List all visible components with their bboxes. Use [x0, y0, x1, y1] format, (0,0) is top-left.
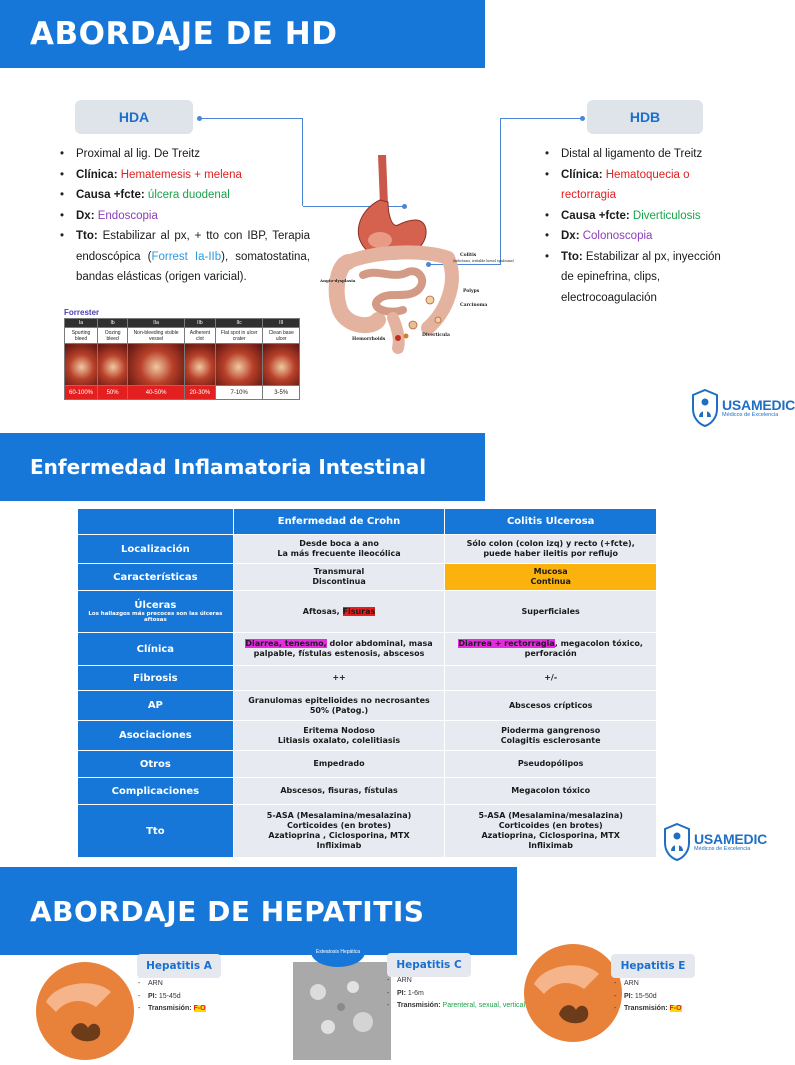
hepatitis-e-label: Hepatitis E — [611, 954, 695, 978]
table-row — [78, 691, 657, 721]
forrester-pct: 60-100% — [65, 386, 98, 400]
logo-tagline: Médicos de Excelencia — [694, 845, 751, 852]
crohn-cell: 5-ASA (Mesalamina/mesalazina) Corticoides (en brotes) Azatioprina , Ciclosporina, MTX Infliximab — [233, 805, 445, 858]
hepatitis-a-list — [137, 978, 206, 1016]
forrester-table — [64, 318, 300, 400]
anatomy-label: Diverticula — [422, 333, 450, 338]
list-item: - PI: 15-50d — [613, 991, 682, 1004]
crohn-cell: Empedrado — [233, 751, 445, 778]
row-label: Localización — [78, 535, 234, 564]
list-item: - PI: 15-45d — [137, 991, 206, 1004]
anatomy-label: Hemorrhoids — [352, 337, 386, 342]
forrester-pct: 3-5% — [263, 386, 300, 400]
eii-header-crohn: Enfermedad de Crohn — [233, 509, 445, 535]
crohn-cell: Transmural Discontinua — [233, 564, 445, 591]
forrester-pct: 40-50% — [128, 386, 185, 400]
forrester-grade: Ib — [98, 319, 128, 328]
cu-cell: Pioderma gangrenoso Colagitis esclerosante — [445, 721, 657, 751]
hda-item-causa: • Causa +fcte: úlcera duodenal — [58, 185, 310, 206]
hepatitis-c-label: Hepatitis C — [387, 953, 471, 977]
endoscopy-image — [263, 344, 300, 386]
usamedic-logo — [692, 389, 795, 427]
list-item: - Transmisión: F-O — [613, 1003, 682, 1016]
anatomy-label: Colitis — [460, 253, 477, 258]
forrester-grade: IIb — [184, 319, 215, 328]
hda-item-dx: • Dx: Endoscopia — [58, 206, 310, 227]
esteatosis-badge: Esteatosis Hepática — [311, 937, 365, 967]
endoscopy-image — [65, 344, 98, 386]
cu-cell: Megacolon tóxico — [445, 778, 657, 805]
connector-dot — [197, 116, 202, 121]
hepatitis-a-image — [36, 962, 134, 1060]
forrester-desc: Oozing bleed — [98, 328, 128, 344]
hdb-item-tto: • Tto: Estabilizar al px, inyección de epinefrina, clips, electrocoagulación — [543, 247, 733, 309]
row-label: Tto — [78, 805, 234, 858]
list-item: - ARN — [386, 975, 526, 988]
cu-cell: Diarrea + rectorragia, megacolon tóxico, perforación — [445, 633, 657, 666]
hdb-item-clinica: • Clínica: Hematoquecia o rectorragia — [543, 165, 733, 206]
crohn-cell: Desde boca a ano La más frecuente ileocólica — [233, 535, 445, 564]
cu-cell: 5-ASA (Mesalamina/mesalazina) Corticoides (en brotes) Azatioprina, Ciclosporina, MTX Infliximab — [445, 805, 657, 858]
connector-dot — [580, 116, 585, 121]
gi-tract-illustration — [318, 150, 518, 350]
table-row — [78, 751, 657, 778]
hdb-label: HDB — [587, 100, 703, 134]
row-label: Características — [78, 564, 234, 591]
endoscopy-image — [98, 344, 128, 386]
logo-name: USAMEDIC — [722, 396, 795, 413]
list-item: - PI: 1-6m — [386, 988, 526, 1001]
hdb-list — [543, 144, 733, 308]
table-row — [78, 721, 657, 751]
hdb-item-causa: • Causa +fcte: Diverticulosis — [543, 206, 733, 227]
row-label: Clínica — [78, 633, 234, 666]
eii-header-cu: Colitis Ulcerosa — [445, 509, 657, 535]
section-title-eii: Enfermedad Inflamatoria Intestinal — [0, 433, 485, 501]
table-row — [78, 633, 657, 666]
hda-list — [58, 144, 310, 288]
list-item: - ARN — [137, 978, 206, 991]
row-label: Complicaciones — [78, 778, 234, 805]
hda-item-location: • Proximal al lig. De Treitz — [58, 144, 310, 165]
forrester-desc: Adherent clot — [184, 328, 215, 344]
hepatitis-a-label: Hepatitis A — [137, 954, 221, 978]
eii-table — [77, 508, 657, 858]
eii-header-empty — [78, 509, 234, 535]
hdb-item-dx: • Dx: Colonoscopia — [543, 226, 733, 247]
section-title-hepatitis: ABORDAJE DE HEPATITIS — [0, 867, 517, 955]
forrester-grade: III — [263, 319, 300, 328]
forrester-desc: Flat spot in ulcer crater — [215, 328, 263, 344]
usamedic-logo — [664, 823, 767, 861]
crohn-cell: Abscesos, fisuras, fístulas — [233, 778, 445, 805]
logo-tagline: Médicos de Excelencia — [722, 411, 779, 418]
table-row — [78, 535, 657, 564]
anatomy-label: Polyps — [463, 289, 480, 294]
hda-label: HDA — [75, 100, 193, 134]
endoscopy-image — [128, 344, 185, 386]
hdb-item-location: • Distal al ligamento de Treitz — [543, 144, 733, 165]
table-row — [78, 591, 657, 633]
forrester-desc: Clean base ulcer — [263, 328, 300, 344]
forrester-grade: IIa — [128, 319, 185, 328]
crohn-cell: Aftosas, Fisuras — [233, 591, 445, 633]
cu-cell: +/- — [445, 666, 657, 691]
anatomy-label: Carcinoma — [460, 303, 488, 308]
forrester-grade: Ia — [65, 319, 98, 328]
logo-name: USAMEDIC — [694, 830, 768, 847]
crohn-cell: Granulomas epitelioides no necrosantes 50% (Patog.) — [233, 691, 445, 721]
hda-item-clinica: • Clínica: Hematemesis + melena — [58, 165, 310, 186]
table-row — [78, 666, 657, 691]
hepatitis-e-image — [524, 944, 622, 1042]
forrester-pct: 50% — [98, 386, 128, 400]
row-label: Otros — [78, 751, 234, 778]
hda-item-tto: • Tto: Estabilizar al px, + tto con IBP, Terapia endoscópica (Forrest Ia-IIb), somatostatina, bandas elásticas (origen varicial). — [58, 226, 310, 288]
shield-icon — [692, 389, 718, 427]
hepatitis-c-list — [386, 975, 526, 1013]
hepatitis-e-list — [613, 978, 682, 1016]
list-item: - Transmisión: Parenteral, sexual, vertical — [386, 1000, 526, 1013]
forrester-pct: 7-10% — [215, 386, 263, 400]
table-row — [78, 805, 657, 858]
row-label: Úlceras Los hallazgos más precoces son las úlceras aftosas — [78, 591, 234, 633]
endoscopy-image — [215, 344, 263, 386]
cu-cell: Pseudopólipos — [445, 751, 657, 778]
anatomy-label: (infectious, irritable bowel syndrome) — [453, 259, 515, 263]
endoscopy-image — [184, 344, 215, 386]
forrester-grade: IIc — [215, 319, 263, 328]
cu-cell: Mucosa Continua — [445, 564, 657, 591]
cu-cell: Superficiales — [445, 591, 657, 633]
table-row — [78, 564, 657, 591]
list-item: - Transmisión: F-O — [137, 1003, 206, 1016]
forrester-title: Forrester — [64, 308, 100, 317]
list-item: - ARN — [613, 978, 682, 991]
shield-icon — [664, 823, 690, 861]
row-sublabel: Los hallazgos más precoces son las úlceras aftosas — [88, 610, 223, 623]
row-label: Fibrosis — [78, 666, 234, 691]
crohn-cell: ++ — [233, 666, 445, 691]
anatomy-label: Angio-dysplasia — [320, 278, 356, 283]
section-title-hd: ABORDAJE DE HD — [0, 0, 485, 68]
crohn-cell: Diarrea, tenesmo, dolor abdominal, masa palpable, fístulas estenosis, abscesos — [233, 633, 445, 666]
table-row — [78, 778, 657, 805]
row-label: Asociaciones — [78, 721, 234, 751]
row-label: AP — [78, 691, 234, 721]
hepatitis-c-image — [293, 962, 391, 1060]
cu-cell: Abscesos crípticos — [445, 691, 657, 721]
forrester-desc: Non-bleeding visible vessel — [128, 328, 185, 344]
cu-cell: Sólo colon (colon izq) y recto (+fcte), puede haber ileitis por reflujo — [445, 535, 657, 564]
forrester-desc: Spurting bleed — [65, 328, 98, 344]
forrester-pct: 20-30% — [184, 386, 215, 400]
crohn-cell: Eritema Nodoso Litiasis oxalato, colelitiasis — [233, 721, 445, 751]
